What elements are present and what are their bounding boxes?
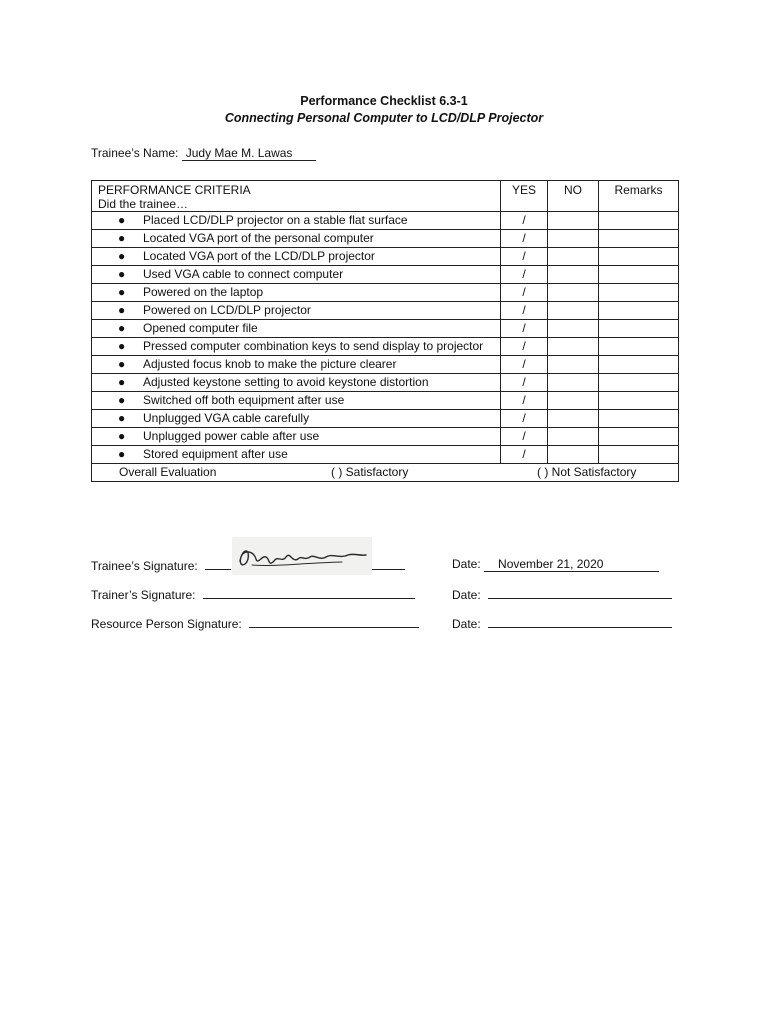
remarks-cell [599,446,679,464]
no-cell [548,266,599,284]
yes-cell: / [501,446,548,464]
bullet-icon: ● [118,357,126,371]
date-blank [488,586,672,599]
no-cell [548,302,599,320]
remarks-cell [599,356,679,374]
yes-cell: / [501,266,548,284]
document-title: Performance Checklist 6.3-1 [300,94,468,108]
bullet-icon: ● [118,411,126,425]
criteria-text: Powered on the laptop [143,285,264,299]
table-row [92,320,679,338]
table-row [92,392,679,410]
criteria-text: Unplugged VGA cable carefully [143,411,310,425]
no-cell [548,338,599,356]
trainee-signature-image [232,537,372,575]
no-cell [548,392,599,410]
trainee-date-value: November 21, 2020 [484,557,659,572]
date-blank [488,615,672,628]
bullet-icon: ● [118,393,126,407]
remarks-cell [599,410,679,428]
overall-evaluation-label: Overall Evaluation [119,465,217,479]
trainee-signature-label: Trainee’s Signature: [91,559,198,573]
table-row [92,212,679,230]
date-label: Date: [452,588,481,602]
no-cell [548,320,599,338]
criteria-cell [92,284,501,302]
yes-cell: / [501,410,548,428]
signature-icon [232,537,372,575]
no-cell [548,356,599,374]
criteria-text: Adjusted keystone setting to avoid keystone distortion [143,375,429,389]
table-row [92,374,679,392]
remarks-header: Remarks [599,181,679,212]
trainee-name-label: Trainee’s Name: [91,146,179,160]
yes-cell: / [501,374,548,392]
signature-blank [249,615,419,628]
trainer-date-line [452,586,672,602]
signature-blank [205,557,231,570]
yes-cell: / [501,356,548,374]
criteria-cell [92,248,501,266]
criteria-header: PERFORMANCE CRITERIA [98,183,251,197]
table-row [92,284,679,302]
signature-blank [203,586,415,599]
criteria-subheader: Did the trainee… [98,197,189,211]
yes-cell: / [501,302,548,320]
criteria-text: Located VGA port of the personal computer [143,231,374,245]
criteria-cell [92,212,501,230]
no-cell [548,410,599,428]
remarks-cell [599,428,679,446]
criteria-text: Pressed computer combination keys to send display to projector [143,339,484,353]
date-label: Date: [452,617,481,631]
trainee-name-value: Judy Mae M. Lawas [182,146,317,161]
criteria-cell [92,392,501,410]
bullet-icon: ● [118,339,126,353]
remarks-cell [599,266,679,284]
yes-cell: / [501,212,548,230]
criteria-cell [92,320,501,338]
criteria-cell [92,446,501,464]
yes-cell: / [501,338,548,356]
table-row [92,338,679,356]
criteria-text: Used VGA cable to connect computer [143,267,344,281]
bullet-icon: ● [118,447,126,461]
yes-header: YES [501,181,548,212]
remarks-cell [599,248,679,266]
no-cell [548,230,599,248]
bullet-icon: ● [118,249,126,263]
performance-criteria-table [91,180,679,482]
criteria-cell [92,356,501,374]
signature-blank [371,557,405,570]
bullet-icon: ● [118,375,126,389]
criteria-cell [92,374,501,392]
satisfactory-option: ( ) Satisfactory [331,465,409,479]
table-row [92,356,679,374]
resource-date-line [452,615,672,631]
yes-cell: / [501,230,548,248]
yes-cell: / [501,248,548,266]
criteria-cell [92,410,501,428]
remarks-cell [599,212,679,230]
criteria-text: Stored equipment after use [143,447,288,461]
table-row [92,266,679,284]
bullet-icon: ● [118,267,126,281]
bullet-icon: ● [118,213,126,227]
overall-evaluation-row [92,464,679,482]
criteria-text: Switched off both equipment after use [143,393,345,407]
document-subtitle: Connecting Personal Computer to LCD/DLP Projector [224,111,544,125]
criteria-header-cell [92,181,501,212]
date-label: Date: [452,557,481,571]
table-row [92,248,679,266]
trainer-signature-line [91,586,415,602]
criteria-text: Adjusted focus knob to make the picture clearer [143,357,397,371]
trainee-name-line [91,146,316,161]
yes-cell: / [501,428,548,446]
no-cell [548,446,599,464]
bullet-icon: ● [118,285,126,299]
remarks-cell [599,302,679,320]
table-header-row [92,181,679,212]
resource-person-signature-label: Resource Person Signature: [91,617,242,631]
criteria-cell [92,428,501,446]
bullet-icon: ● [118,429,126,443]
resource-person-signature-line [91,615,419,631]
table-row [92,446,679,464]
criteria-text: Unplugged power cable after use [143,429,320,443]
criteria-text: Opened computer file [143,321,258,335]
yes-cell: / [501,392,548,410]
remarks-cell [599,284,679,302]
criteria-text: Placed LCD/DLP projector on a stable flat surface [143,213,408,227]
not-satisfactory-option: ( ) Not Satisfactory [537,465,637,479]
table-row [92,410,679,428]
remarks-cell [599,374,679,392]
no-cell [548,212,599,230]
criteria-cell [92,230,501,248]
remarks-cell [599,338,679,356]
table-row [92,302,679,320]
yes-cell: / [501,320,548,338]
bullet-icon: ● [118,231,126,245]
remarks-cell [599,320,679,338]
no-header: NO [548,181,599,212]
criteria-cell [92,338,501,356]
table-row [92,230,679,248]
criteria-cell [92,302,501,320]
remarks-cell [599,392,679,410]
yes-cell: / [501,284,548,302]
criteria-cell [92,266,501,284]
no-cell [548,428,599,446]
bullet-icon: ● [118,321,126,335]
table-row [92,428,679,446]
trainer-signature-label: Trainer’s Signature: [91,588,196,602]
no-cell [548,248,599,266]
criteria-text: Powered on LCD/DLP projector [143,303,311,317]
no-cell [548,284,599,302]
bullet-icon: ● [118,303,126,317]
criteria-text: Located VGA port of the LCD/DLP projector [143,249,375,263]
remarks-cell [599,230,679,248]
trainee-date-line [452,557,659,572]
no-cell [548,374,599,392]
